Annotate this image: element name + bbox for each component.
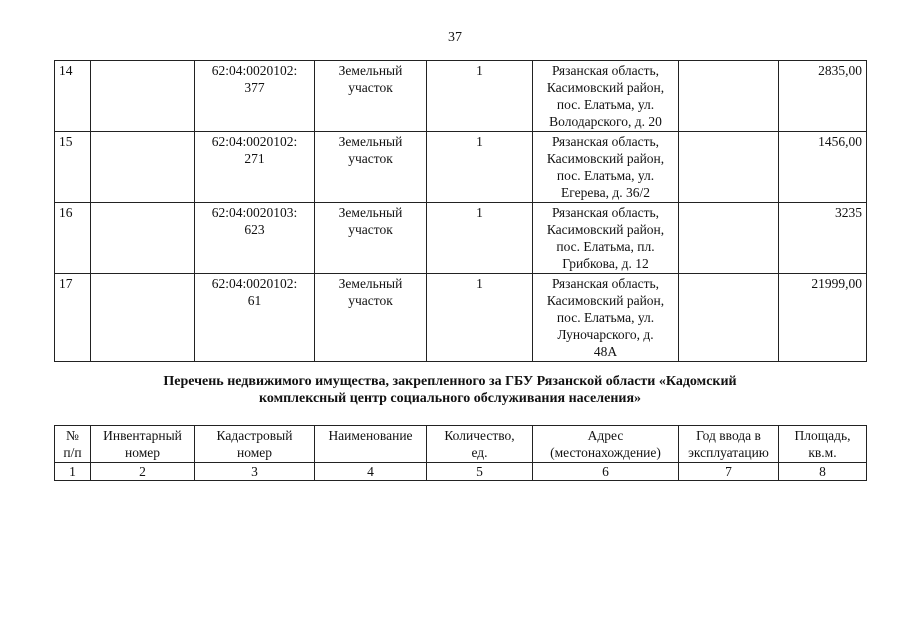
row-number-cell: 16	[55, 203, 91, 274]
row-number-cell: 17	[55, 274, 91, 362]
name-part: участок	[348, 222, 393, 237]
column-number-cell: 4	[315, 463, 427, 481]
header-text: (местонахождение)	[550, 445, 661, 460]
header-text: №	[66, 428, 79, 443]
address-line: Касимовский район,	[546, 293, 665, 308]
inventory-number-cell	[91, 132, 195, 203]
name-part: Земельный	[338, 276, 403, 291]
address-line: Касимовский район,	[546, 222, 665, 237]
year-cell	[679, 274, 779, 362]
name-cell	[315, 132, 427, 203]
address-line: Володарского, д. 20	[549, 114, 662, 129]
header-cell	[195, 426, 315, 463]
header-cell	[427, 426, 533, 463]
year-cell	[679, 61, 779, 132]
address-line: 48А	[593, 344, 618, 359]
header-text: номер	[236, 445, 272, 460]
column-number-cell: 7	[679, 463, 779, 481]
address-line: Рязанская область,	[551, 276, 660, 291]
header-cell	[91, 426, 195, 463]
header-cell	[55, 426, 91, 463]
inventory-number-cell	[91, 203, 195, 274]
section-heading	[60, 373, 840, 407]
cadastral-part: 623	[244, 222, 265, 237]
header-text: Наименование	[328, 428, 413, 443]
row-number-cell: 14	[55, 61, 91, 132]
address-line: Рязанская область,	[551, 63, 660, 78]
address-line: Касимовский район,	[546, 80, 665, 95]
column-number-cell: 1	[55, 463, 91, 481]
property-table-header	[54, 425, 867, 481]
table-row	[55, 132, 867, 203]
address-line: Егерева, д. 36/2	[561, 185, 650, 200]
cadastral-part: 377	[244, 80, 265, 95]
column-number-cell: 2	[91, 463, 195, 481]
address-line: Рязанская область,	[551, 134, 660, 149]
name-part: участок	[348, 151, 393, 166]
address-line: Касимовский район,	[546, 151, 665, 166]
area-cell: 21999,00	[779, 274, 867, 362]
header-text: Инвентарный	[103, 428, 182, 443]
table-row	[55, 61, 867, 132]
cadastral-part: 62:04:0020103:	[211, 205, 298, 220]
name-part: участок	[348, 293, 393, 308]
column-number-cell: 8	[779, 463, 867, 481]
name-part: Земельный	[338, 63, 403, 78]
address-line: Луночарского, д.	[557, 327, 654, 342]
cadastral-part: 62:04:0020102:	[211, 276, 298, 291]
table-row	[55, 274, 867, 362]
page-number: 37	[448, 30, 462, 45]
address-line: пос. Елатьма, ул.	[556, 97, 655, 112]
area-cell: 1456,00	[779, 132, 867, 203]
column-number-cell: 6	[533, 463, 679, 481]
header-text: Количество,	[444, 428, 515, 443]
header-text: номер	[124, 445, 160, 460]
heading-line-2: комплексный центр социального обслуживания населения»	[258, 391, 642, 406]
name-part: Земельный	[338, 205, 403, 220]
name-cell	[315, 274, 427, 362]
year-cell	[679, 132, 779, 203]
address-cell	[533, 132, 679, 203]
quantity-cell: 1	[427, 61, 533, 132]
header-cell	[315, 426, 427, 463]
quantity-cell: 1	[427, 274, 533, 362]
table-header-row	[55, 426, 867, 463]
address-line: Грибкова, д. 12	[562, 256, 649, 271]
name-cell	[315, 61, 427, 132]
area-cell: 2835,00	[779, 61, 867, 132]
address-line: пос. Елатьма, ул.	[556, 310, 655, 325]
cadastral-part: 62:04:0020102:	[211, 134, 298, 149]
property-table-continued	[54, 60, 867, 362]
cadastral-part: 271	[244, 151, 265, 166]
cadastral-number-cell	[195, 203, 315, 274]
column-number-row	[55, 463, 867, 481]
cadastral-number-cell	[195, 61, 315, 132]
column-number-cell: 5	[427, 463, 533, 481]
header-text: Год ввода в	[696, 428, 761, 443]
header-text: эксплуатацию	[688, 445, 769, 460]
address-line: пос. Елатьма, ул.	[556, 168, 655, 183]
name-part: участок	[348, 80, 393, 95]
inventory-number-cell	[91, 274, 195, 362]
header-text: Площадь,	[794, 428, 851, 443]
header-cell	[779, 426, 867, 463]
address-cell	[533, 203, 679, 274]
header-cell	[533, 426, 679, 463]
header-cell	[679, 426, 779, 463]
name-part: Земельный	[338, 134, 403, 149]
year-cell	[679, 203, 779, 274]
address-line: пос. Елатьма, пл.	[556, 239, 655, 254]
inventory-number-cell	[91, 61, 195, 132]
address-cell	[533, 61, 679, 132]
address-line: Рязанская область,	[551, 205, 660, 220]
quantity-cell: 1	[427, 203, 533, 274]
header-text: Адрес	[587, 428, 624, 443]
cadastral-part: 61	[247, 293, 262, 308]
header-text: кв.м.	[808, 445, 837, 460]
cadastral-number-cell	[195, 132, 315, 203]
cadastral-number-cell	[195, 274, 315, 362]
cadastral-part: 62:04:0020102:	[211, 63, 298, 78]
quantity-cell: 1	[427, 132, 533, 203]
heading-line-1: Перечень недвижимого имущества, закрепленного за ГБУ Рязанской области «Кадомский	[163, 374, 737, 389]
name-cell	[315, 203, 427, 274]
address-cell	[533, 274, 679, 362]
row-number-cell: 15	[55, 132, 91, 203]
header-text: Кадастровый	[216, 428, 293, 443]
header-text: ед.	[471, 445, 488, 460]
area-cell: 3235	[779, 203, 867, 274]
column-number-cell: 3	[195, 463, 315, 481]
table-row	[55, 203, 867, 274]
header-text: п/п	[63, 445, 82, 460]
